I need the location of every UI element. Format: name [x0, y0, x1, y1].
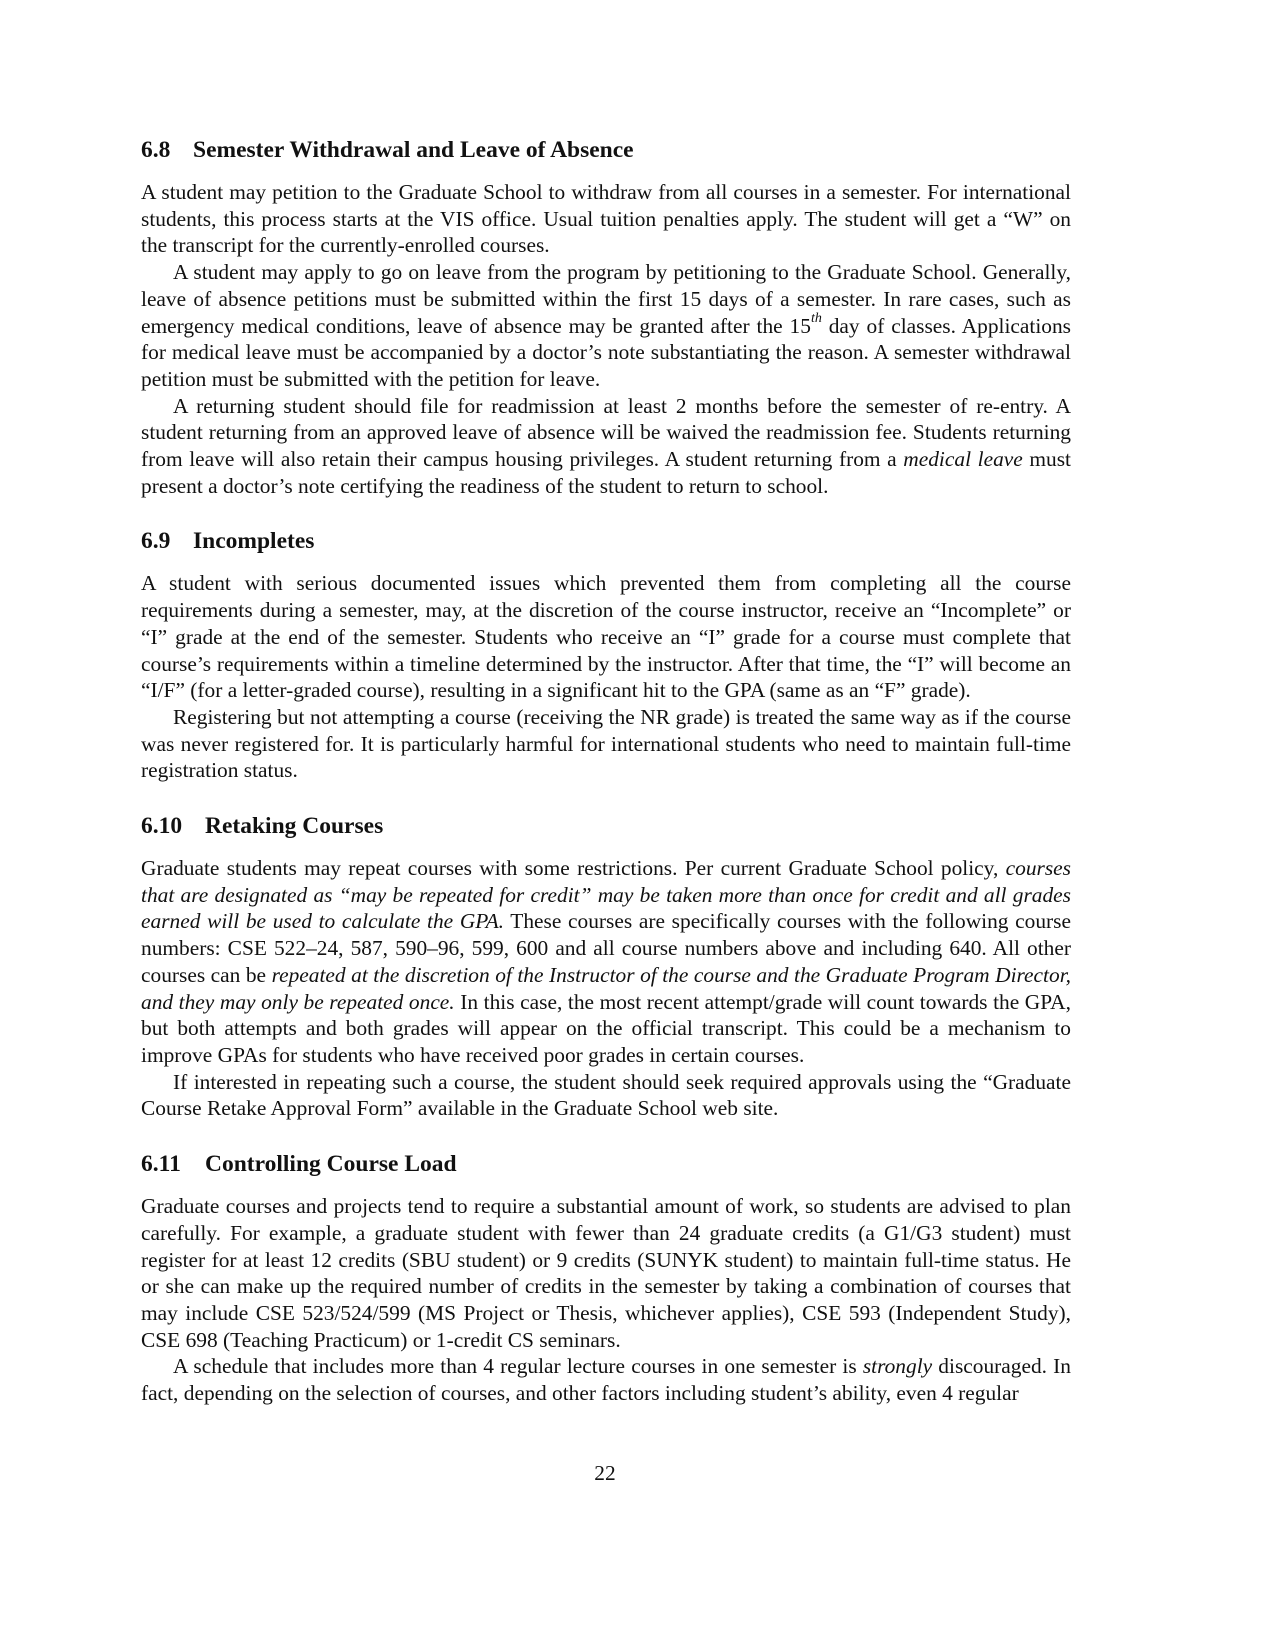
section-title: Semester Withdrawal and Leave of Absence — [193, 137, 634, 163]
section-number: 6.9 — [141, 528, 171, 555]
section-6-10 — [141, 811, 1071, 1122]
section-6-11 — [141, 1149, 1071, 1407]
text-run: A student with serious documented issues which prevented them from completing all the course requirements during a semester, may, at the discretion of the course instructor, receive an “Incomplete” or “I” grade at the end of the semester. Students who receive an “I” grade for a course must complete that course’s requirements within a timeline determined by the instructor. After that time, the “I” will become an “I/F” (for a letter-graded course), resulting in a significant hit to the GPA (same as an “F” grade). — [141, 571, 1071, 703]
text-run: day of classes. Applications for medical leave must be accompanied by a doctor’s note substantiating the reason. A semester withdrawal petition must be submitted with the petition for leave. — [141, 313, 1071, 391]
emphasis: courses that are designated as “may be repeated for credit” may be taken more than once for credit and all grades earned will be used to calculate the GPA. — [141, 856, 1071, 934]
section-heading — [141, 135, 1071, 165]
text-run: These courses are specifically courses with the following course numbers: CSE 522–24, 587, 590–96, 599, 600 and all course numbers above and including 640. All other courses can be — [141, 909, 1071, 987]
emphasis: medical leave — [903, 447, 1023, 472]
section-title: Incompletes — [193, 528, 315, 555]
section-number: 6.11 — [141, 1151, 181, 1178]
paragraph — [141, 259, 1071, 393]
text-run: must present a doctor’s note certifying the readiness of the student to return to school. — [141, 447, 1071, 498]
text-run: In this case, the most recent attempt/grade will count towards the GPA, but both attempts and both grades will appear on the official transcript. This could be a mechanism to improve GPAs for students who have received poor grades in certain courses. — [141, 989, 1071, 1067]
emphasis: strongly — [862, 1354, 933, 1379]
section-number: 6.8 — [141, 137, 171, 163]
text-run: discouraged. In fact, depending on the selection of courses, and other factors including student’s ability, even 4 regular — [141, 1354, 1071, 1406]
text-run: A student may petition to the Graduate School to withdraw from all courses in a semester. For international students, this process starts at the VIS office. Usual tuition penalties apply. The student will get a “W” on the transcript for the currently-enrolled courses. — [141, 180, 1071, 258]
text-run: A student may apply to go on leave from the program by petitioning to the Graduate School. Generally, leave of absence petitions must be submitted within the first 15 days of a semester. In rare cases, such as emergency medical conditions, leave of absence may be granted after the 15 — [141, 260, 1071, 338]
page-number: 22 — [594, 1461, 616, 1485]
paragraph — [141, 704, 1071, 784]
paragraph — [141, 179, 1071, 259]
section-heading — [141, 1149, 1071, 1179]
paragraph — [141, 1069, 1071, 1122]
section-number: 6.10 — [141, 813, 183, 840]
section-title: Controlling Course Load — [205, 1151, 457, 1178]
text-run: If interested in repeating such a course, the student should seek required approvals using the “Graduate Course Retake Approval Form” available in the Graduate School web site. — [141, 1069, 1071, 1121]
section-title: Retaking Courses — [205, 813, 384, 840]
paragraph — [141, 393, 1071, 500]
text-run: Graduate students may repeat courses with some restrictions. Per current Graduate School policy, — [141, 856, 1006, 881]
paragraph — [141, 1193, 1071, 1353]
text-run: A schedule that includes more than 4 regular lecture courses in one semester is — [173, 1354, 863, 1379]
paragraph — [141, 570, 1071, 704]
superscript: th — [810, 311, 822, 327]
section-6-8 — [141, 135, 1071, 499]
emphasis: repeated at the discretion of the Instructor of the course and the Graduate Program Director, and they may only be repeated once. — [141, 962, 1071, 1014]
paragraph — [141, 855, 1071, 1069]
text-run: Registering but not attempting a course (receiving the NR grade) is treated the same way as if the course was never registered for. It is particularly harmful for international students who need to maintain full-time registration status. — [141, 704, 1071, 783]
paragraph — [141, 1353, 1071, 1406]
document-page — [141, 135, 1071, 1407]
section-heading — [141, 526, 1071, 556]
section-6-9 — [141, 526, 1071, 784]
text-run: A returning student should file for readmission at least 2 months before the semester of re-entry. A student returning from an approved leave of absence will be waived the readmission fee. Students returning from leave will also retain their campus housing privileges. A student returning from a — [141, 393, 1071, 472]
section-heading — [141, 811, 1071, 841]
text-run: Graduate courses and projects tend to require a substantial amount of work, so students are advised to plan carefully. For example, a graduate student with fewer than 24 graduate credits (a G1/G3 student) must register for at least 12 credits (SBU student) or 9 credits (SUNYK student) to maintain full-time status. He or she can make up the required number of credits in the semester by taking a combination of courses that may include CSE 523/524/599 (MS Project or Thesis, whichever applies), CSE 593 (Independent Study), CSE 698 (Teaching Practicum) or 1-credit CS seminars. — [141, 1194, 1071, 1352]
